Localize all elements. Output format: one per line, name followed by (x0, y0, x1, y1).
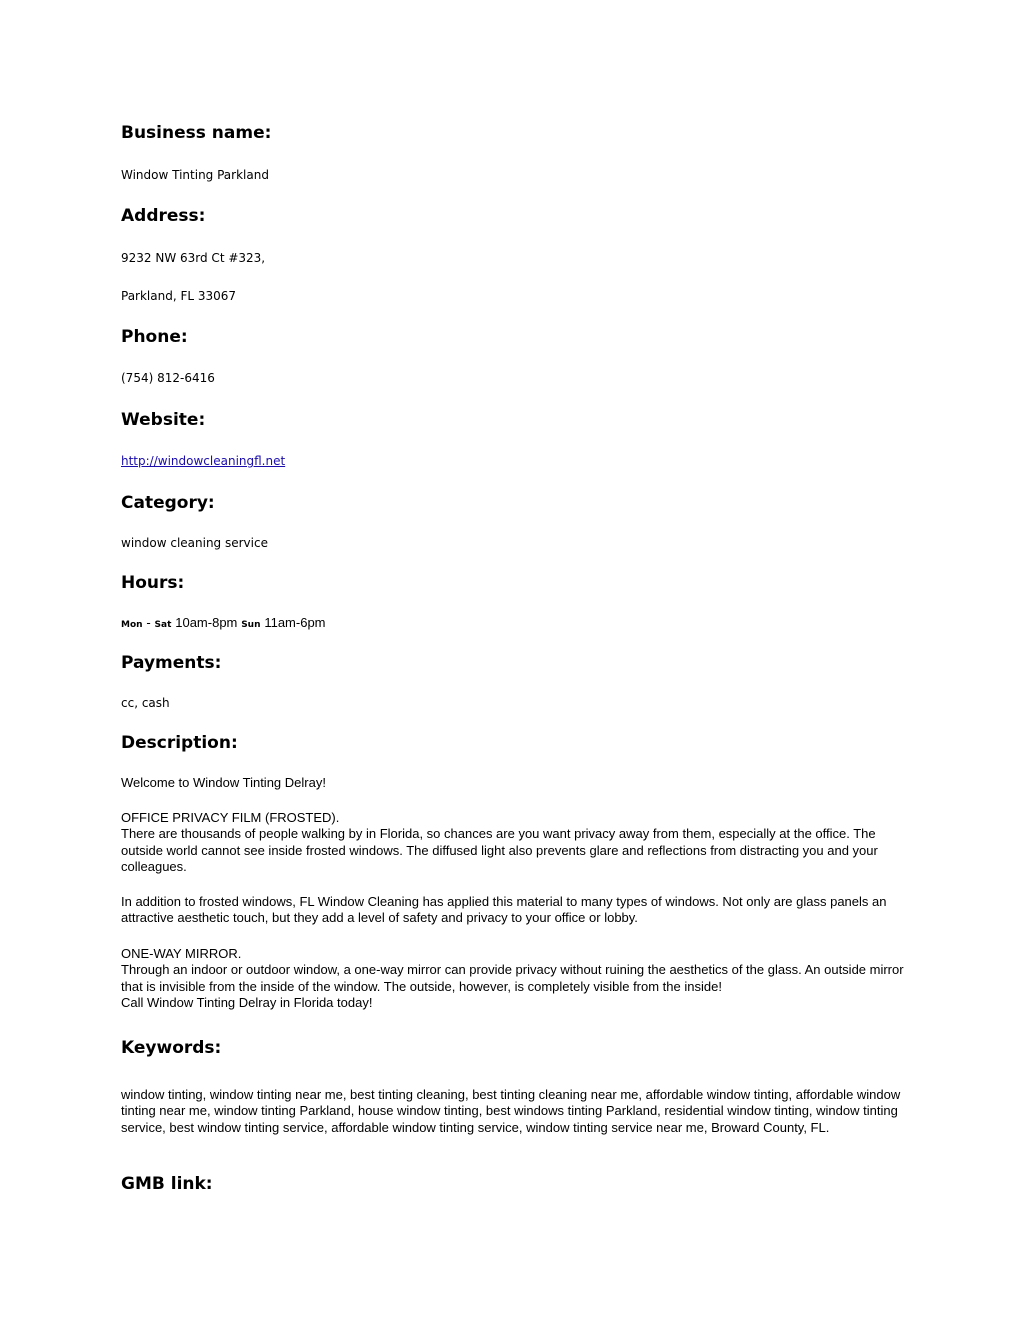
keywords-value: window tinting, window tinting near me, best tinting cleaning, best tinting cleaning near me, affordable window tinting, affordable window tinting near me, window tinting Parkland, house window tinting, best windows tinting Parkland, residential window tinting, window tinting service, best window tinting service, affordable window tinting service, window tinting service near me, Broward County, FL. (121, 1087, 901, 1135)
address-line-1: 9232 NW 63rd Ct #323, (121, 251, 266, 265)
hours-day-end: Sat (154, 620, 172, 630)
description-p2-body: In addition to frosted windows, FL Window Cleaning has applied this material to many types of windows. Not only are glass panels an attractive aesthetic touch, but they add a level of safety and privacy to your office or lobby. (121, 894, 887, 926)
hours-time-sun: 11am-6pm (264, 615, 326, 630)
website-section (121, 409, 911, 431)
website-heading: Website: (121, 410, 206, 430)
hours-day-sun: Sun (241, 620, 261, 630)
hours-separator: - (146, 615, 151, 630)
gmb-heading: GMB link: (121, 1174, 213, 1194)
phone-section (121, 326, 911, 348)
category-value: window cleaning service (121, 536, 268, 550)
keywords-heading: Keywords: (121, 1038, 222, 1058)
payments-value: cc, cash (121, 696, 170, 710)
business-name-heading: Business name: (121, 123, 272, 143)
description-p1-body: There are thousands of people walking by in Florida, so chances are you want privacy away from them, especially at the office. The outside world cannot see inside frosted windows. The diffused light also prevents glare and reflections from distracting you and your colleagues. (121, 826, 878, 874)
phone-value: (754) 812-6416 (121, 371, 215, 385)
category-heading: Category: (121, 493, 215, 513)
website-link[interactable]: http://windowcleaningfl.net (121, 454, 286, 468)
business-name-value: Window Tinting Parkland (121, 168, 269, 182)
category-section (121, 492, 911, 514)
payments-section (121, 652, 911, 674)
description-p1-title: OFFICE PRIVACY FILM (FROSTED). (121, 810, 340, 825)
gmb-section (121, 1173, 911, 1195)
description-paragraph-3 (121, 946, 911, 1011)
hours-section (121, 572, 911, 594)
description-paragraph-1 (121, 810, 911, 875)
description-section (121, 732, 911, 754)
description-paragraph-2 (121, 894, 911, 927)
hours-heading: Hours: (121, 573, 185, 593)
description-p3-title: ONE-WAY MIRROR. (121, 946, 242, 961)
keywords-section (121, 1037, 911, 1059)
description-heading: Description: (121, 733, 238, 753)
address-line-2: Parkland, FL 33067 (121, 289, 237, 303)
description-p3-cta: Call Window Tinting Delray in Florida today! (121, 994, 373, 1010)
payments-heading: Payments: (121, 653, 222, 673)
hours-value (121, 615, 911, 633)
description-p3-body: Through an indoor or outdoor window, a one-way mirror can provide privacy without ruining the aesthetics of the glass. An outside mirror that is invisible from the inside of the window. The outside, however, is completely visible from the inside! (121, 962, 904, 994)
business-name-section (121, 122, 911, 144)
address-heading: Address: (121, 206, 206, 226)
hours-day-start: Mon (121, 620, 143, 630)
phone-heading: Phone: (121, 327, 188, 347)
address-section (121, 205, 911, 227)
hours-time-weekday: 10am-8pm (175, 615, 238, 630)
description-welcome: Welcome to Window Tinting Delray! (121, 775, 326, 790)
keywords-paragraph (121, 1087, 911, 1136)
